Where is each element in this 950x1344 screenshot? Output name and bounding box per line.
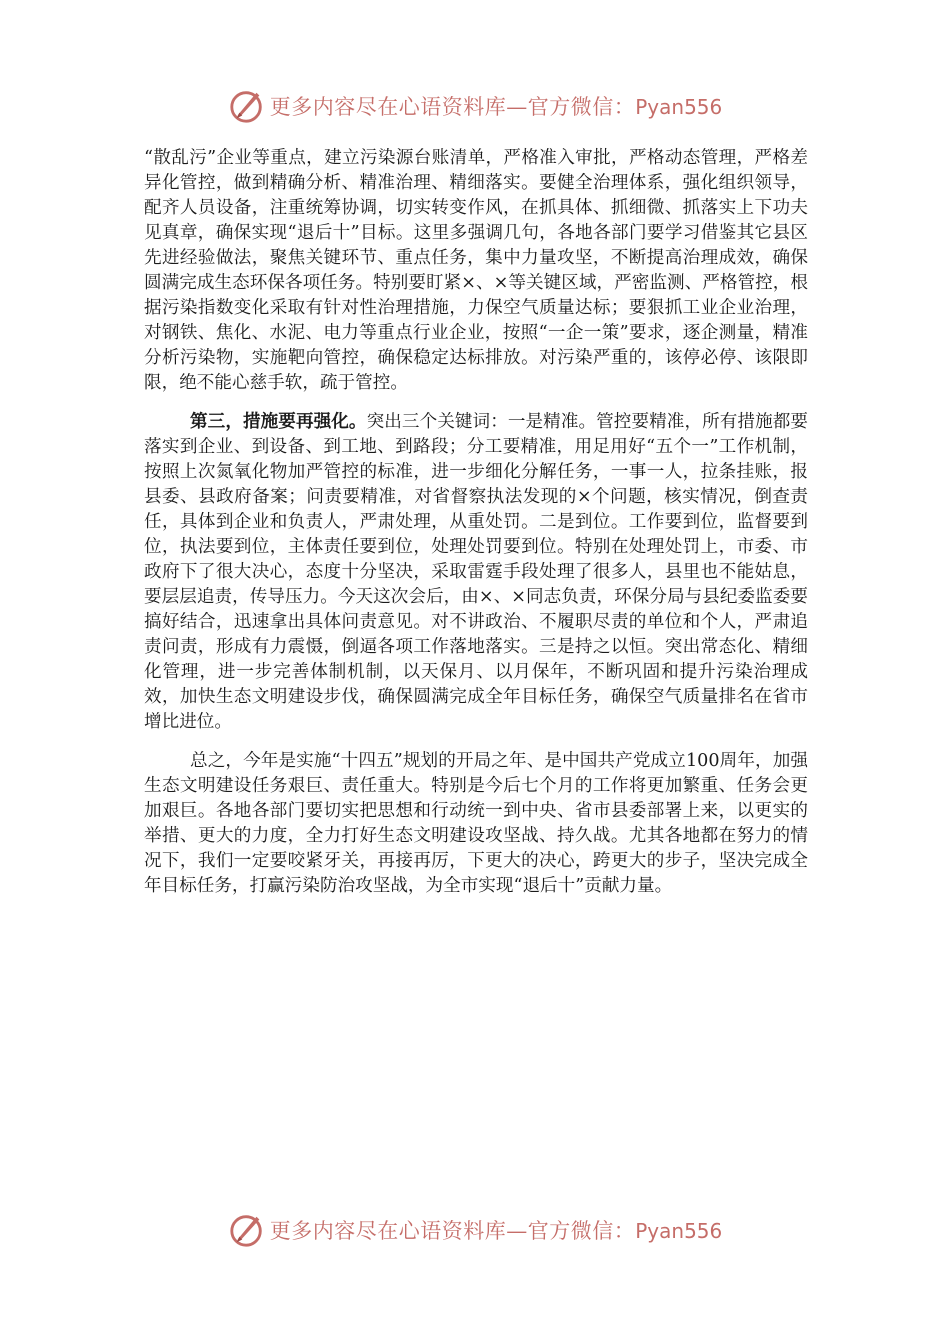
wechat-id: Pyan556 <box>635 95 723 119</box>
quill-circle-logo-icon <box>228 87 266 125</box>
section-heading: 第三，措施要再强化。 <box>190 412 367 432</box>
banner-text: 更多内容尽在心语资料库—官方微信：Pyan556 <box>269 95 723 119</box>
wechat-id: Pyan556 <box>635 1219 723 1243</box>
paragraph: “散乱污”企业等重点，建立污染源台账清单，严格准入审批，严格动态管理，严格差异化管控，做到精确分析、精准治理、精细落实。要健全治理体系，强化组织领导，配齐人员设备，注重统筹协调，切实转变作风，在抓具体、抓细微、抓落实上下功夫见真章，确保实现“退后十”目标。这里多强调几句，各地各部门要学习借鉴其它县区先进经验做法，聚焦关键环节、重点任务，集中力量攻坚，不断提高治理成效，确保圆满完成生态环保各项任务。特别要盯紧×、×等关键区域，严密监测、严格管控，根据污染指数变化采取有针对性治理措施，力保空气质量达标；要狠抓工业企业治理，对钢铁、焦化、水泥、电力等重点行业企业，按照“一企一策”要求，逐企测量，精准分析污染物，实施靶向管控，确保稳定达标排放。对污染严重的，该停必停、该限即限，绝不能心慈手软，疏于管控。 <box>144 148 808 393</box>
document-body <box>144 146 808 899</box>
paragraph: 总之，今年是实施“十四五”规划的开局之年、是中国共产党成立100周年，加强生态文明建设任务艰巨、责任重大。特别是今后七个月的工作将更加繁重、任务会更加艰巨。各地各部门要切实把思想和行动统一到中央、省市县委部署上来，以更实的举措、更大的力度，全力打好生态文明建设攻坚战、持久战。尤其各地都在努力的情况下，我们一定要咬紧牙关，再接再厉，下更大的决心，跨更大的步子，坚决完成全年目标任务，打赢污染防治攻坚战，为全市实现“退后十”贡献力量。 <box>144 751 808 896</box>
paragraph-text: 突出三个关键词：一是精准。管控要精准，所有措施都要落实到企业、到设备、到工地、到路段；分工要精准，用足用好“五个一”工作机制，按照上次氮氧化物加严管控的标准，进一步细化分解任务，一事一人，拉条挂账，报县委、县政府备案；问责要精准，对省督察执法发现的×个问题，核实情况，倒查责任，具体到企业和负责人，严肃处理，从重处罚。二是到位。工作要到位，监督要到位，执法要到位，主体责任要到位，处理处罚要到位。特别在处理处罚上，市委、市政府下了很大决心，态度十分坚决，采取雷霆手段处理了很多人，县里也不能姑息，要层层追责，传导压力。今天这次会后，由×、×同志负责，环保分局与县纪委监委要搞好结合，迅速拿出具体问责意见。对不讲政治、不履职尽责的单位和个人，严肃追责问责，形成有力震慑，倒逼各项工作落地落实。三是持之以恒。突出常态化、精细化管理，进一步完善体制机制，以天保月、以月保年，不断巩固和提升污染治理成效，加快生态文明建设步伐，确保圆满完成全年目标任务，确保空气质量排名在省市增比进位。 <box>144 412 808 732</box>
banner-text: 更多内容尽在心语资料库—官方微信：Pyan556 <box>269 1219 723 1243</box>
footer-watermark-banner <box>0 1210 950 1250</box>
paragraph <box>144 410 808 735</box>
quill-circle-logo-icon <box>228 1211 266 1249</box>
header-watermark-banner <box>0 86 950 126</box>
